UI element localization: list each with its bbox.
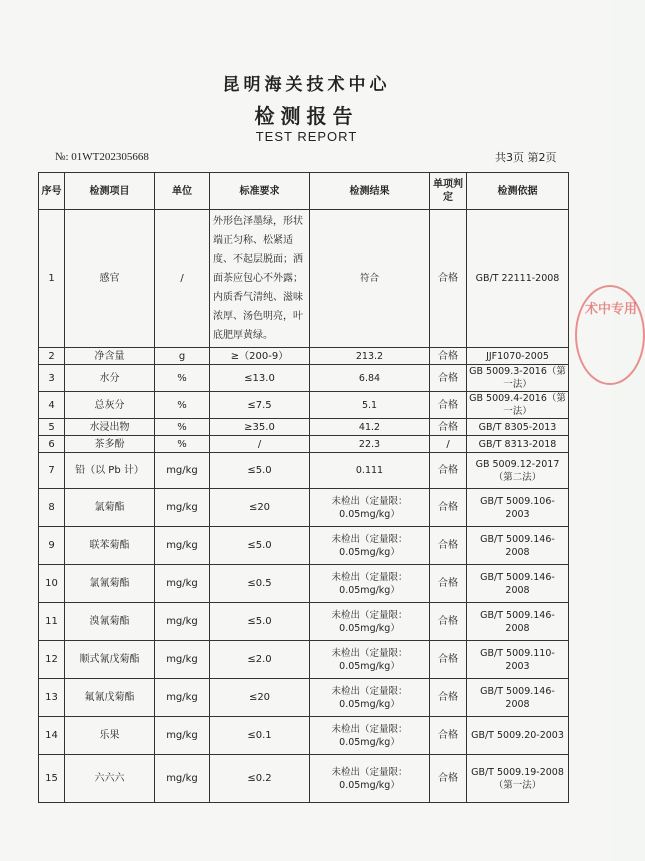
table-row xyxy=(39,453,569,489)
table-row xyxy=(39,419,569,436)
cell-no: 6 xyxy=(39,436,65,453)
col-header-item: 检测项目 xyxy=(65,173,155,210)
cell-item: 乐果 xyxy=(65,717,155,755)
cell-no: 5 xyxy=(39,419,65,436)
cell-req: ≤5.0 xyxy=(210,527,310,565)
cell-basis: GB/T 5009.20-2003 xyxy=(467,717,569,755)
cell-judge: 合格 xyxy=(430,419,467,436)
cell-judge: 合格 xyxy=(430,210,467,348)
cell-basis: GB 5009.3-2016（第一法） xyxy=(467,365,569,392)
cell-item: 顺式氰戊菊酯 xyxy=(65,641,155,679)
table-row xyxy=(39,210,569,348)
cell-req: ≤2.0 xyxy=(210,641,310,679)
report-title: 检测报告 xyxy=(254,104,359,128)
cell-unit: % xyxy=(155,436,210,453)
table-row xyxy=(39,392,569,419)
cell-judge: 合格 xyxy=(430,453,467,489)
cell-result: 未检出（定量限：0.05mg/kg） xyxy=(310,489,430,527)
cell-basis: GB/T 5009.110-2003 xyxy=(467,641,569,679)
table-row xyxy=(39,436,569,453)
table-row xyxy=(39,717,569,755)
cell-basis: JJF1070-2005 xyxy=(467,348,569,365)
table-row xyxy=(39,755,569,803)
cell-req: ≤5.0 xyxy=(210,603,310,641)
cell-item: 茶多酚 xyxy=(65,436,155,453)
cell-result: 未检出（定量限：0.05mg/kg） xyxy=(310,565,430,603)
cell-result: 未检出（定量限：0.05mg/kg） xyxy=(310,527,430,565)
cell-judge: / xyxy=(430,436,467,453)
cell-item: 六六六 xyxy=(65,755,155,803)
cell-req: ≤13.0 xyxy=(210,365,310,392)
cell-no: 13 xyxy=(39,679,65,717)
cell-item: 感官 xyxy=(65,210,155,348)
cell-req: ≤20 xyxy=(210,679,310,717)
cell-no: 7 xyxy=(39,453,65,489)
cell-req: ≤7.5 xyxy=(210,392,310,419)
cell-result: 41.2 xyxy=(310,419,430,436)
cell-judge: 合格 xyxy=(430,717,467,755)
cell-no: 10 xyxy=(39,565,65,603)
cell-unit: % xyxy=(155,392,210,419)
cell-unit: / xyxy=(155,210,210,348)
col-header-judge: 单项判定 xyxy=(430,173,467,210)
table-header-row xyxy=(39,173,569,210)
cell-judge: 合格 xyxy=(430,603,467,641)
cell-result: 213.2 xyxy=(310,348,430,365)
cell-result: 未检出（定量限：0.05mg/kg） xyxy=(310,679,430,717)
org-name: 昆明海关技术中心 xyxy=(222,75,391,95)
cell-no: 14 xyxy=(39,717,65,755)
cell-judge: 合格 xyxy=(430,392,467,419)
cell-basis: GB 5009.4-2016（第一法） xyxy=(467,392,569,419)
cell-judge: 合格 xyxy=(430,527,467,565)
cell-no: 4 xyxy=(39,392,65,419)
cell-judge: 合格 xyxy=(430,365,467,392)
cell-unit: g xyxy=(155,348,210,365)
cell-unit: mg/kg xyxy=(155,527,210,565)
table-row xyxy=(39,527,569,565)
cell-item: 氯菊酯 xyxy=(65,489,155,527)
report-title-en: TEST REPORT xyxy=(255,129,358,144)
cell-result: 0.111 xyxy=(310,453,430,489)
col-header-unit: 单位 xyxy=(155,173,210,210)
cell-unit: mg/kg xyxy=(155,717,210,755)
table-row xyxy=(39,365,569,392)
cell-item: 铅（以 Pb 计） xyxy=(65,453,155,489)
cell-result: 未检出（定量限：0.05mg/kg） xyxy=(310,603,430,641)
cell-basis: GB 5009.12-2017（第二法） xyxy=(467,453,569,489)
cell-req: ≥35.0 xyxy=(210,419,310,436)
cell-req: / xyxy=(210,436,310,453)
cell-req: 外形色泽墨绿，形状端正匀称、松紧适度、不起层脱面；洒面茶应包心不外露；内质香气清纯、滋味浓厚、汤色明亮，叶底肥厚黄绿。 xyxy=(210,210,310,348)
cell-unit: mg/kg xyxy=(155,453,210,489)
cell-item: 水分 xyxy=(65,365,155,392)
red-seal-stamp: 术中专用 xyxy=(575,285,645,385)
cell-basis: GB/T 8305-2013 xyxy=(467,419,569,436)
cell-no: 1 xyxy=(39,210,65,348)
cell-req: ≤0.1 xyxy=(210,717,310,755)
results-table xyxy=(38,172,569,803)
report-number: №: 01WT202305668 xyxy=(55,151,149,163)
col-header-no: 序号 xyxy=(39,173,65,210)
cell-basis: GB/T 5009.19-2008（第一法） xyxy=(467,755,569,803)
cell-req: ≤20 xyxy=(210,489,310,527)
cell-result: 未检出（定量限：0.05mg/kg） xyxy=(310,717,430,755)
cell-unit: mg/kg xyxy=(155,565,210,603)
cell-req: ≥（200-9） xyxy=(210,348,310,365)
cell-req: ≤0.5 xyxy=(210,565,310,603)
cell-basis: GB/T 5009.146-2008 xyxy=(467,603,569,641)
table-row xyxy=(39,603,569,641)
cell-result: 未检出（定量限：0.05mg/kg） xyxy=(310,755,430,803)
cell-item: 净含量 xyxy=(65,348,155,365)
table-row xyxy=(39,489,569,527)
col-header-basis: 检测依据 xyxy=(467,173,569,210)
cell-basis: GB/T 5009.106-2003 xyxy=(467,489,569,527)
cell-unit: mg/kg xyxy=(155,603,210,641)
cell-basis: GB/T 5009.146-2008 xyxy=(467,679,569,717)
cell-basis: GB/T 22111-2008 xyxy=(467,210,569,348)
cell-no: 12 xyxy=(39,641,65,679)
cell-item: 氟氰戊菊酯 xyxy=(65,679,155,717)
cell-judge: 合格 xyxy=(430,679,467,717)
cell-unit: mg/kg xyxy=(155,641,210,679)
cell-judge: 合格 xyxy=(430,641,467,679)
cell-basis: GB/T 8313-2018 xyxy=(467,436,569,453)
cell-unit: mg/kg xyxy=(155,489,210,527)
cell-no: 3 xyxy=(39,365,65,392)
cell-no: 11 xyxy=(39,603,65,641)
cell-no: 2 xyxy=(39,348,65,365)
cell-judge: 合格 xyxy=(430,565,467,603)
table-row xyxy=(39,348,569,365)
table-row xyxy=(39,565,569,603)
cell-item: 总灰分 xyxy=(65,392,155,419)
cell-result: 22.3 xyxy=(310,436,430,453)
cell-req: ≤5.0 xyxy=(210,453,310,489)
cell-basis: GB/T 5009.146-2008 xyxy=(467,565,569,603)
cell-item: 溴氰菊酯 xyxy=(65,603,155,641)
cell-unit: mg/kg xyxy=(155,755,210,803)
cell-judge: 合格 xyxy=(430,348,467,365)
table-row xyxy=(39,679,569,717)
cell-result: 5.1 xyxy=(310,392,430,419)
cell-unit: % xyxy=(155,365,210,392)
cell-item: 联苯菊酯 xyxy=(65,527,155,565)
cell-result: 6.84 xyxy=(310,365,430,392)
table-row xyxy=(39,641,569,679)
cell-req: ≤0.2 xyxy=(210,755,310,803)
cell-no: 9 xyxy=(39,527,65,565)
cell-judge: 合格 xyxy=(430,755,467,803)
cell-no: 8 xyxy=(39,489,65,527)
cell-unit: % xyxy=(155,419,210,436)
cell-item: 水浸出物 xyxy=(65,419,155,436)
cell-result: 未检出（定量限：0.05mg/kg） xyxy=(310,641,430,679)
col-header-result: 检测结果 xyxy=(310,173,430,210)
cell-unit: mg/kg xyxy=(155,679,210,717)
col-header-req: 标准要求 xyxy=(210,173,310,210)
cell-judge: 合格 xyxy=(430,489,467,527)
cell-result: 符合 xyxy=(310,210,430,348)
cell-item: 氯氰菊酯 xyxy=(65,565,155,603)
cell-no: 15 xyxy=(39,755,65,803)
page-info: 共3页 第2页 xyxy=(495,151,557,164)
cell-basis: GB/T 5009.146-2008 xyxy=(467,527,569,565)
